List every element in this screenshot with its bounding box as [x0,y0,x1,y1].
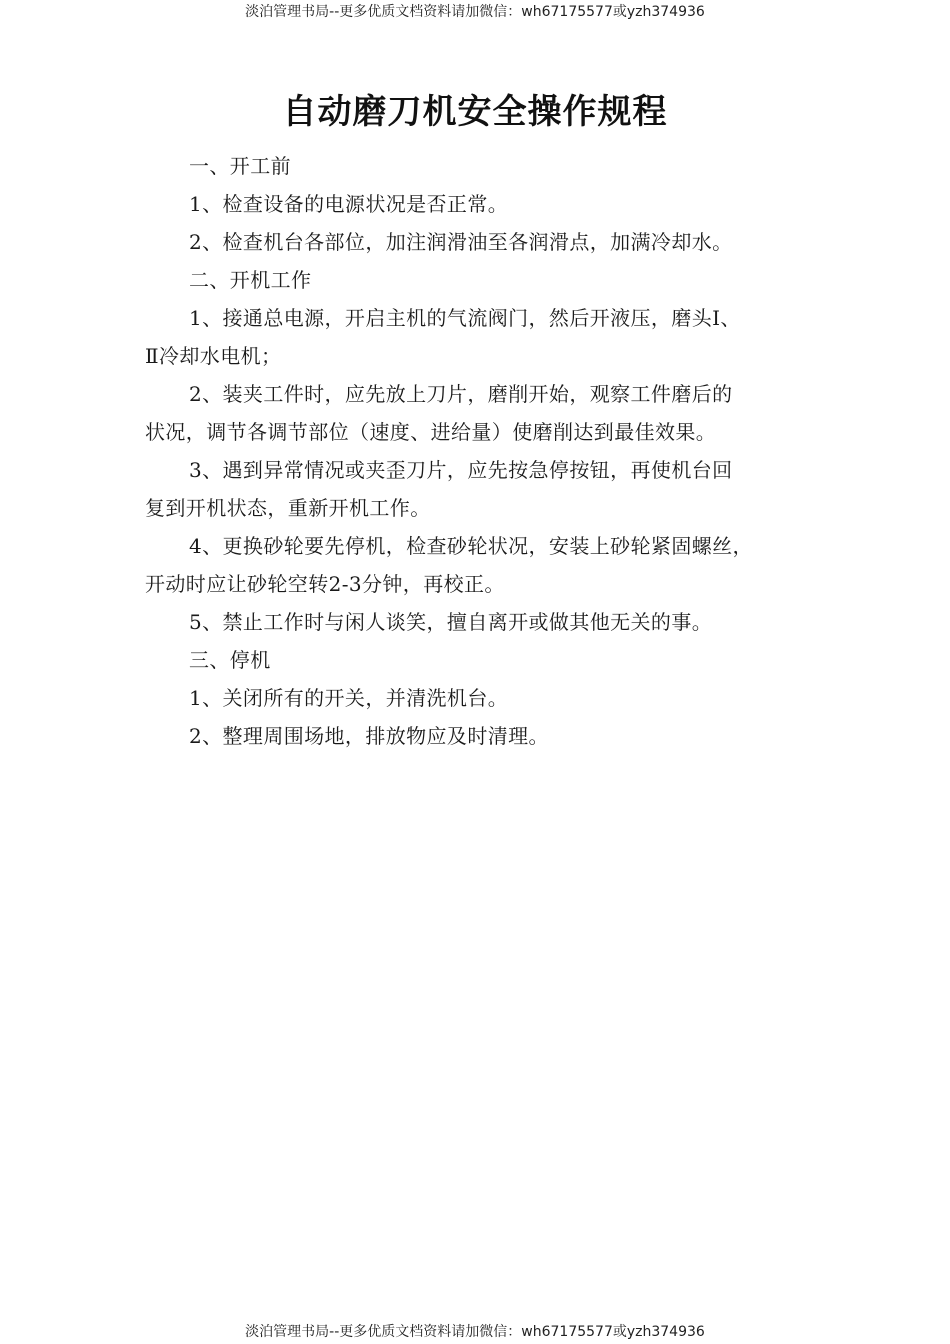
page-header: 淡泊管理书局--更多优质文档资料请加微信：wh67175577或yzh374936 [245,4,705,20]
paragraph-line: 5、禁止工作时与闲人谈笑，擅自离开或做其他无关的事。 [189,610,713,634]
paragraph-line: 1、关闭所有的开关，并清洗机台。 [189,686,509,710]
paragraph-line: 1、接通总电源，开启主机的气流阀门，然后开液压，磨头Ⅰ、 [189,306,741,330]
paragraph-line: 复到开机状态，重新开机工作。 [145,496,431,520]
section-heading-start-work: 二、开机工作 [189,268,312,292]
document-title: 自动磨刀机安全操作规程 [282,92,668,132]
paragraph-line: 2、装夹工件时，应先放上刀片，磨削开始，观察工件磨后的 [189,382,733,406]
paragraph-line: 2、整理周围场地，排放物应及时清理。 [189,724,549,748]
page-footer: 淡泊管理书局--更多优质文档资料请加微信：wh67175577或yzh374936 [245,1324,705,1340]
paragraph-line: 1、检查设备的电源状况是否正常。 [189,192,509,216]
paragraph-line: 3、遇到异常情况或夹歪刀片，应先按急停按钮，再使机台回 [189,458,733,482]
paragraph-line: 开动时应让砂轮空转2-3分钟，再校正。 [145,572,505,596]
paragraph-line: Ⅱ冷却水电机； [145,344,282,368]
document-body [145,147,825,755]
paragraph-line: 状况，调节各调节部位（速度、进给量）使磨削达到最佳效果。 [145,420,717,444]
section-heading-before-work: 一、开工前 [189,154,291,178]
section-heading-shutdown: 三、停机 [189,648,271,672]
paragraph-line: 2、检查机台各部位，加注润滑油至各润滑点，加满冷却水。 [189,230,733,254]
paragraph-line: 4、更换砂轮要先停机，检查砂轮状况，安装上砂轮紧固螺丝， [189,534,753,558]
